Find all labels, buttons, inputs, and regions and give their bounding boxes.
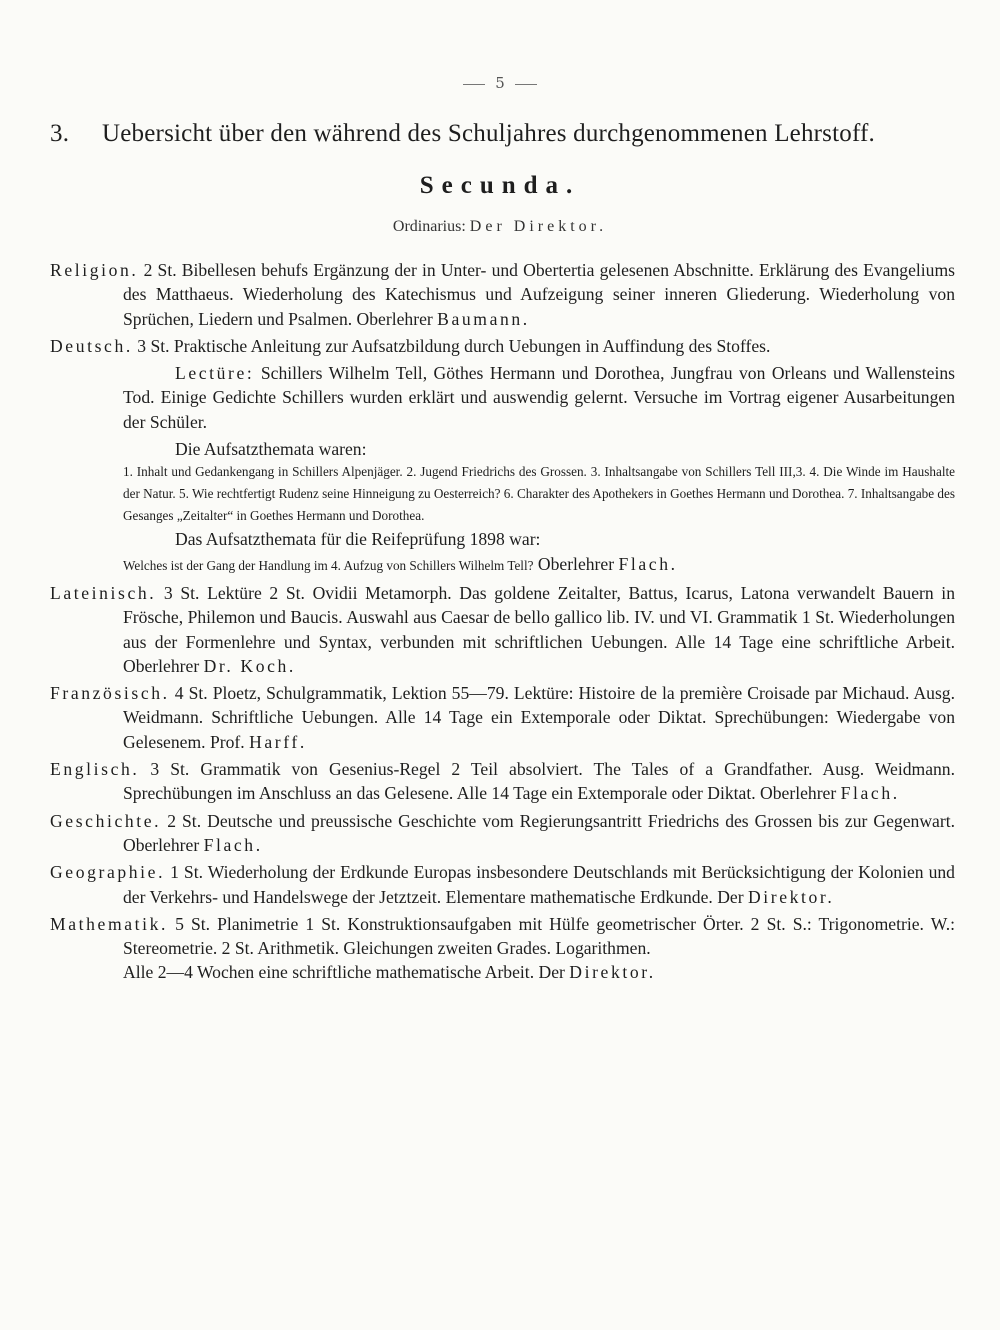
subject-englisch xyxy=(50,757,955,806)
themes-list: 1. Inhalt und Gedankengang in Schillers Alpenjäger. 2. Jugend Friedrichs des Grossen. 3. Inhaltsangabe von Schillers Tell III,3. 4. Die Winde im Haushalte der Natur. 5. Wie rechtfertigt Rudenz seine Hinneigung zu Oesterreich? 6. Charakter des Apothekers in Goethes Hermann und Dorothea. 7. Inhaltsangabe des Gesanges „Zeitalter“ in Goethes Hermann und Dorothea. xyxy=(123,464,955,524)
teacher-name: Direktor. xyxy=(747,886,835,907)
subject-name: Deutsch. xyxy=(50,335,133,356)
mathematik-note xyxy=(50,960,955,984)
subject-name: Geschichte. xyxy=(50,810,162,831)
subject-text: 2 St. Deutsche und preussische Geschichte vom Regierungsantritt Friedrichs des Grossen bis zur Gegenwart. Oberlehrer xyxy=(123,810,955,855)
subject-text: 2 St. Bibellesen behufs Ergänzung der in Unter- und Obertertia gelesenen Abschnitte. Erklärung des Evangeliums des Matthaeus. Wiederholung des Katechismus und Aufzeigung seiner inneren Gliederung. Wiederholung von Sprüchen, Liedern und Psalmen. Oberlehrer xyxy=(123,260,955,329)
section-heading xyxy=(50,120,875,148)
teacher-prefix: Oberlehrer xyxy=(537,553,615,574)
subject-name: Englisch. xyxy=(50,759,140,780)
dash-left xyxy=(463,84,485,85)
subject-name: Geographie. xyxy=(50,862,166,883)
exam-theme: Welches ist der Gang der Handlung im 4. Aufzug von Schillers Wilhelm Tell? xyxy=(123,557,534,573)
ordinarius-value: Der Direktor. xyxy=(469,218,608,235)
subject-name: Religion. xyxy=(50,260,139,280)
curriculum-content xyxy=(50,258,955,985)
section-title: Uebersicht über den während des Schuljahres durchgenommenen Lehrstoff. xyxy=(102,120,876,147)
page-number: 5 xyxy=(495,74,505,92)
subject-religion xyxy=(50,258,955,331)
subject-name: Französisch. xyxy=(50,683,170,704)
ordinarius-label: Ordinarius: xyxy=(392,218,466,235)
lecture-text: Schillers Wilhelm Tell, Göthes Hermann und Dorothea, Jungfrau von Orleans und Wallensteins Tod. Einige Gedichte Schillers wurden erklärt und auswendig gelernt. Versuche im Vortrag eigener Ausarbeitungen der Schüler. xyxy=(123,363,955,432)
themes-intro: Die Aufsatzthemata waren: xyxy=(175,439,367,460)
deutsch-lecture xyxy=(50,361,955,434)
teacher-name: Flach. xyxy=(618,553,678,574)
teacher-name: Flach. xyxy=(840,783,900,804)
subject-name: Lateinisch. xyxy=(50,582,157,603)
subject-text: 4 St. Ploetz, Schulgrammatik, Lektion 55—79. Lektüre: Histoire de la première Croisade par Michaud. Ausg. Weidmann. Schriftliche Uebungen. Alle 14 Tage ein Extemporale oder Diktat. Sprechübungen: Wiedergabe von Gelesenem. Prof. xyxy=(123,683,955,752)
teacher-name: Harff. xyxy=(249,731,307,752)
note-text: Alle 2—4 Wochen eine schriftliche mathematische Arbeit. Der xyxy=(123,962,565,983)
class-title: Secunda. xyxy=(419,172,581,199)
subject-geographie xyxy=(50,860,955,909)
subject-geschichte xyxy=(50,809,955,858)
dash-right xyxy=(515,84,537,85)
subject-name: Mathematik. xyxy=(50,913,169,934)
exam-intro: Das Aufsatzthemata für die Reifeprüfung 1898 war: xyxy=(175,529,541,550)
subject-text: 5 St. Planimetrie 1 St. Konstruktionsaufgaben mit Hülfe geometrischer Örter. 2 St. S.: Trigonometrie. W.: Stereometrie. 2 St. Arithmetik. Gleichungen zweiten Grades. Logarithmen. xyxy=(123,913,956,959)
exam-line xyxy=(50,552,955,578)
page-number-line xyxy=(0,74,1000,92)
subject-mathematik xyxy=(50,912,955,961)
teacher-name: Direktor. xyxy=(569,962,656,983)
subject-text: 1 St. Wiederholung der Erdkunde Europas insbesondere Deutschlands mit Berücksichtigung der Kolonien und der Verkehrs- und Handelswege der Jetztzeit. Elementare mathematische Erdkunde. Der xyxy=(123,862,955,907)
ordinarius-line xyxy=(0,218,1000,236)
lecture-label: Lectüre: xyxy=(175,363,255,384)
subject-franzoesisch xyxy=(50,681,955,754)
teacher-name: Baumann. xyxy=(437,308,530,329)
subject-text: 3 St. Lektüre 2 St. Ovidii Metamorph. Das goldene Zeitalter, Battus, Icarus, Latona verwandelt Bauern in Frösche, Philemon und Baucis. Auswahl aus Caesar de bello gallico lib. IV. und VI. Grammatik 1 St. Wiederholungen aus der Formenlehre und Syntax, verbunden mit schriftlichen Uebungen. Alle 14 Tage eine schriftliche Arbeit. Oberlehrer xyxy=(123,582,955,676)
teacher-name: Dr. Koch. xyxy=(203,655,296,676)
subject-deutsch xyxy=(50,334,955,358)
subject-text: 3 St. Grammatik von Gesenius-Regel 2 Teil absolviert. The Tales of a Grandfather. Ausg. Weidmann. Sprechübungen im Anschluss an das Gelesene. Alle 14 Tage ein Extemporale oder Diktat. Oberlehrer xyxy=(123,759,955,804)
section-number: 3. xyxy=(50,120,70,147)
subject-text: 3 St. Praktische Anleitung zur Aufsatzbildung durch Uebungen in Auffindung des Stoffes. xyxy=(137,335,771,356)
teacher-name: Flach. xyxy=(203,834,263,855)
subject-lateinisch xyxy=(50,581,955,678)
